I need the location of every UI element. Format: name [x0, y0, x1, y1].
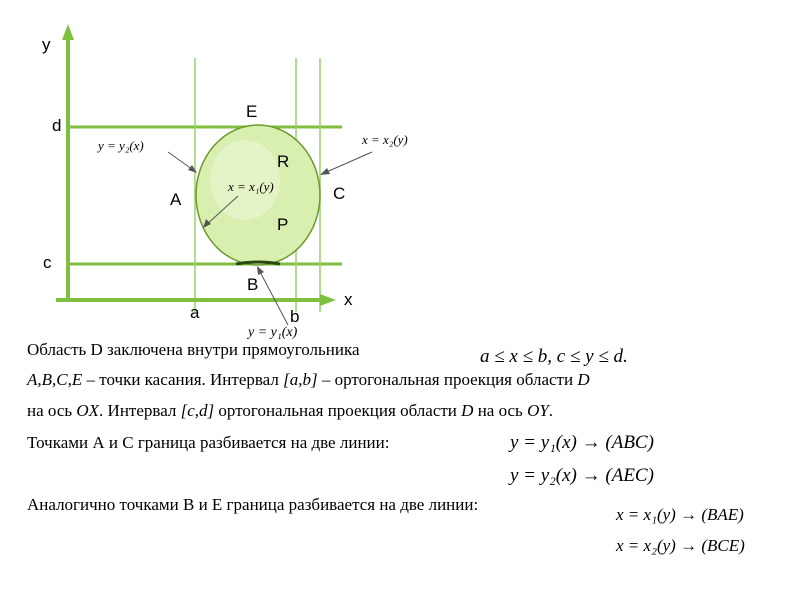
- point-b: B: [247, 275, 259, 294]
- curve-right-label: x = x₂(y): [362, 132, 408, 147]
- x-axis-label: x: [344, 290, 353, 309]
- point-a: A: [170, 190, 182, 209]
- text-line-3-part: ортогональная проекция области: [214, 401, 462, 420]
- label-b: b: [290, 307, 300, 326]
- points-list: A,B,C,E: [27, 370, 83, 389]
- text-line-4: Точками А и С граница разбивается на две линии:: [27, 433, 390, 452]
- region-name: D: [577, 370, 590, 389]
- arrowhead-right-curve: [320, 168, 330, 175]
- interval-ab: [a,b]: [283, 370, 318, 389]
- arrow-lower-curve: [258, 268, 288, 325]
- formula-aec: y = y₂(x) → (AEC): [510, 465, 654, 486]
- text-line-2-part: – ортогональная проекция области: [317, 370, 578, 389]
- x-axis-arrow: [320, 294, 336, 306]
- point-c: C: [333, 184, 346, 203]
- formula-bce: x = x₂(y) → (BCE): [616, 536, 745, 555]
- text-line-3-part: на ось: [473, 401, 528, 420]
- axis-oy: OY: [527, 401, 549, 420]
- axis-ox: OX: [76, 401, 100, 420]
- interval-cd: [c,d]: [180, 401, 215, 420]
- text-line-3-part: . Интервал: [99, 401, 181, 420]
- rect-formula: a ≤ x ≤ b, c ≤ y ≤ d.: [480, 346, 628, 367]
- label-c: c: [43, 253, 52, 272]
- text-line-5: Аналогично точками В и Е граница разбивается на две линии:: [27, 495, 479, 514]
- text-line-3-part: на ось: [27, 401, 77, 420]
- y-axis-arrow: [62, 24, 74, 40]
- arrow-right-curve: [322, 152, 372, 174]
- text-line-2: [27, 370, 590, 390]
- text-line-3: [27, 401, 553, 421]
- curve-left-label: x = x₁(y): [228, 179, 274, 194]
- curve-lower-label: y = y₁(x): [248, 325, 298, 340]
- point-p: P: [277, 215, 289, 234]
- formula-abc: y = y₁(x) → (ABC): [510, 432, 654, 453]
- curve-upper-label: y = y₂(x): [98, 138, 144, 153]
- region-name: D: [461, 401, 474, 420]
- arrowhead-lower-curve: [257, 266, 264, 275]
- text-line-2-part: – точки касания. Интервал: [82, 370, 284, 389]
- label-a: a: [190, 303, 200, 322]
- formula-bae: x = x₁(y) → (BAE): [616, 505, 744, 524]
- label-d: d: [52, 116, 62, 135]
- text-line-3-part: .: [548, 401, 554, 420]
- point-e: E: [246, 102, 258, 121]
- text-line-1: Область D заключена внутри прямоугольника: [27, 340, 360, 359]
- point-r: R: [277, 152, 290, 171]
- y-axis-label: y: [42, 35, 51, 54]
